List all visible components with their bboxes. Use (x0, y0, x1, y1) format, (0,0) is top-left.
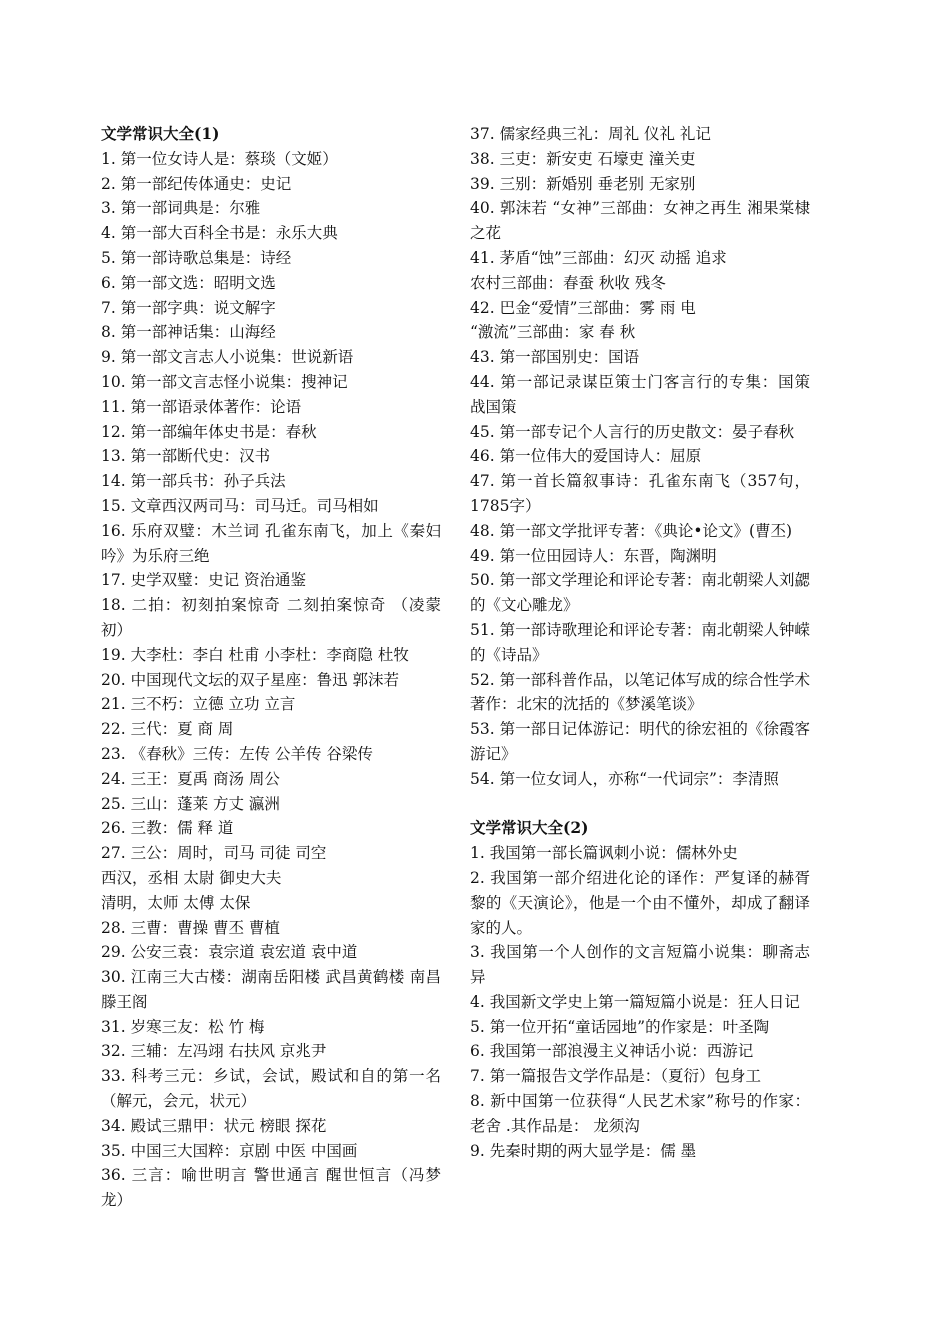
list-item: 6. 第一部文选：昭明文选 (101, 273, 276, 292)
left-item-list (101, 147, 441, 1213)
list-item: 20. 中国现代文坛的双子星座：鲁迅 郭沫若 (101, 670, 400, 689)
list-item: 21. 三不朽：立德 立功 立言 (101, 695, 296, 714)
list-item: 39. 三别：新婚别 垂老别 无家别 (470, 174, 696, 193)
list-item: 2. 我国第一部介绍进化论的译作：严复译的赫胥黎的《天演论》，他是一个由不懂外，却成了翻译家的人。 (470, 868, 810, 937)
list-item: 16. 乐府双璧：木兰词 孔雀东南飞，加上《秦妇吟》为乐府三绝 (101, 521, 441, 565)
list-item: 清明，太师 太傅 太保 (101, 893, 251, 912)
list-item: 17. 史学双璧：史记 资治通鉴 (101, 571, 307, 590)
list-item: 农村三部曲：春蚕 秋收 残冬 (470, 273, 666, 292)
list-item: 11. 第一部语录体著作：论语 (101, 397, 302, 416)
list-item: 7. 第一部字典：说文解字 (101, 298, 276, 317)
list-item: 6. 我国第一部浪漫主义神话小说：西游记 (470, 1042, 754, 1061)
list-item: 41. 茅盾“蚀”三部曲：幻灭 动摇 追求 (470, 248, 727, 267)
list-item: 48. 第一部文学批评专著：《典论•论文》(曹丕) (470, 521, 793, 540)
list-item: 19. 大李杜：李白 杜甫 小李杜：李商隐 杜牧 (101, 645, 409, 664)
list-item: 15. 文章西汉两司马：司马迁。司马相如 (101, 496, 379, 515)
list-item: 34. 殿试三鼎甲：状元 榜眼 探花 (101, 1116, 327, 1135)
list-item: 38. 三吏：新安吏 石壕吏 潼关吏 (470, 149, 696, 168)
section-gap (470, 792, 810, 817)
list-item: 5. 第一部诗歌总集是：诗经 (101, 248, 292, 267)
list-item: 13. 第一部断代史：汉书 (101, 447, 271, 466)
list-item: 52. 第一部科普作品，以笔记体写成的综合性学术著作：北宋的沈括的《梦溪笔谈》 (470, 670, 810, 714)
list-item: 28. 三曹：曹操 曹丕 曹植 (101, 918, 280, 937)
section-heading-1: 文学常识大全(1) (101, 124, 220, 143)
list-item: 8. 新中国第一位获得“人民艺术家”称号的作家：老舍 .其作品是： 龙须沟 (470, 1092, 810, 1135)
list-item: 42. 巴金“爱情”三部曲：雾 雨 电 (470, 298, 696, 317)
list-item: 25. 三山：蓬莱 方丈 瀛洲 (101, 794, 280, 813)
list-item: 37. 儒家经典三礼：周礼 仪礼 礼记 (470, 125, 711, 143)
list-item: 47. 第一首长篇叙事诗：孔雀东南飞（357句，1785字） (470, 472, 810, 515)
list-item: 23. 《春秋》三传：左传 公羊传 谷梁传 (101, 744, 373, 763)
list-item: 30. 江南三大古楼：湖南岳阳楼 武昌黄鹤楼 南昌滕王阁 (101, 968, 441, 1011)
list-item: 22. 三代：夏 商 周 (101, 720, 234, 739)
list-item: 9. 先秦时期的两大显学是：儒 墨 (470, 1141, 697, 1160)
list-item: 40. 郭沫若 “女神”三部曲：女神之再生 湘果棠棣之花 (470, 199, 810, 243)
list-item: 43. 第一部国别史：国语 (470, 348, 640, 367)
list-item: 9. 第一部文言志人小说集：世说新语 (101, 348, 354, 367)
list-item: 54. 第一位女词人，亦称“一代词宗”：李清照 (470, 769, 779, 788)
list-item: 32. 三辅：左冯翊 右扶风 京兆尹 (101, 1042, 327, 1061)
left-column (101, 122, 441, 1213)
list-item: 18. 二拍：初刻拍案惊奇 二刻拍案惊奇 （凌蒙初） (101, 596, 441, 639)
list-item: 8. 第一部神话集：山海经 (101, 323, 276, 342)
list-item: 4. 我国新文学史上第一篇短篇小说是：狂人日记 (470, 992, 800, 1011)
list-item: 1. 我国第一部长篇讽刺小说：儒林外史 (470, 844, 738, 863)
list-item: 10. 第一部文言志怪小说集：搜神记 (101, 372, 348, 391)
right-item-list-part2 (470, 841, 810, 1163)
list-item: 35. 中国三大国粹：京剧 中医 中国画 (101, 1141, 358, 1160)
list-item: 12. 第一部编年体史书是：春秋 (101, 422, 317, 441)
list-item: 50. 第一部文学理论和评论专著：南北朝梁人刘勰的《文心雕龙》 (470, 571, 810, 615)
list-item: 14. 第一部兵书：孙子兵法 (101, 472, 286, 491)
section-heading-2: 文学常识大全(2) (470, 818, 589, 838)
list-item: 2. 第一部纪传体通史：史记 (101, 174, 292, 193)
list-item: 4. 第一部大百科全书是：永乐大典 (101, 224, 338, 243)
list-item: “激流”三部曲：家 春 秋 (470, 323, 636, 342)
right-item-list-part1 (470, 122, 810, 792)
list-item: 44. 第一部记录谋臣策士门客言行的专集：国策 战国策 (470, 372, 810, 416)
list-item: 1. 第一位女诗人是：蔡琰（文姬） (101, 149, 338, 168)
list-item: 46. 第一位伟大的爱国诗人：屈原 (470, 447, 702, 466)
list-item: 31. 岁寒三友：松 竹 梅 (101, 1017, 265, 1036)
list-item: 53. 第一部日记体游记：明代的徐宏祖的《徐霞客游记》 (470, 720, 810, 763)
list-item: 26. 三教：儒 释 道 (101, 819, 234, 838)
list-item: 3. 我国第一个人创作的文言短篇小说集：聊斋志异 (470, 943, 810, 987)
list-item: 33. 科考三元：乡试，会试，殿试和自的第一名（解元，会元，状元） (101, 1067, 441, 1111)
list-item: 45. 第一部专记个人言行的历史散文：晏子春秋 (470, 422, 795, 441)
list-item: 3. 第一部词典是：尔雅 (101, 199, 261, 218)
right-column (470, 122, 810, 1163)
list-item: 49. 第一位田园诗人：东晋，陶渊明 (470, 546, 717, 565)
list-item: 27. 三公：周时，司马 司徒 司空 (101, 844, 327, 863)
list-item: 7. 第一篇报告文学作品是：（夏衍）包身工 (470, 1067, 761, 1086)
list-item: 36. 三言：喻世明言 警世通言 醒世恒言（冯梦龙） (101, 1166, 441, 1210)
list-item: 51. 第一部诗歌理论和评论专著：南北朝梁人钟嵘的《诗品》 (470, 620, 810, 664)
list-item: 29. 公安三袁：袁宗道 袁宏道 袁中道 (101, 943, 358, 962)
list-item: 5. 第一位开拓“童话园地”的作家是：叶圣陶 (470, 1017, 770, 1036)
list-item: 西汉，丞相 太尉 御史大夫 (101, 868, 282, 887)
list-item: 24. 三王：夏禹 商汤 周公 (101, 769, 280, 788)
